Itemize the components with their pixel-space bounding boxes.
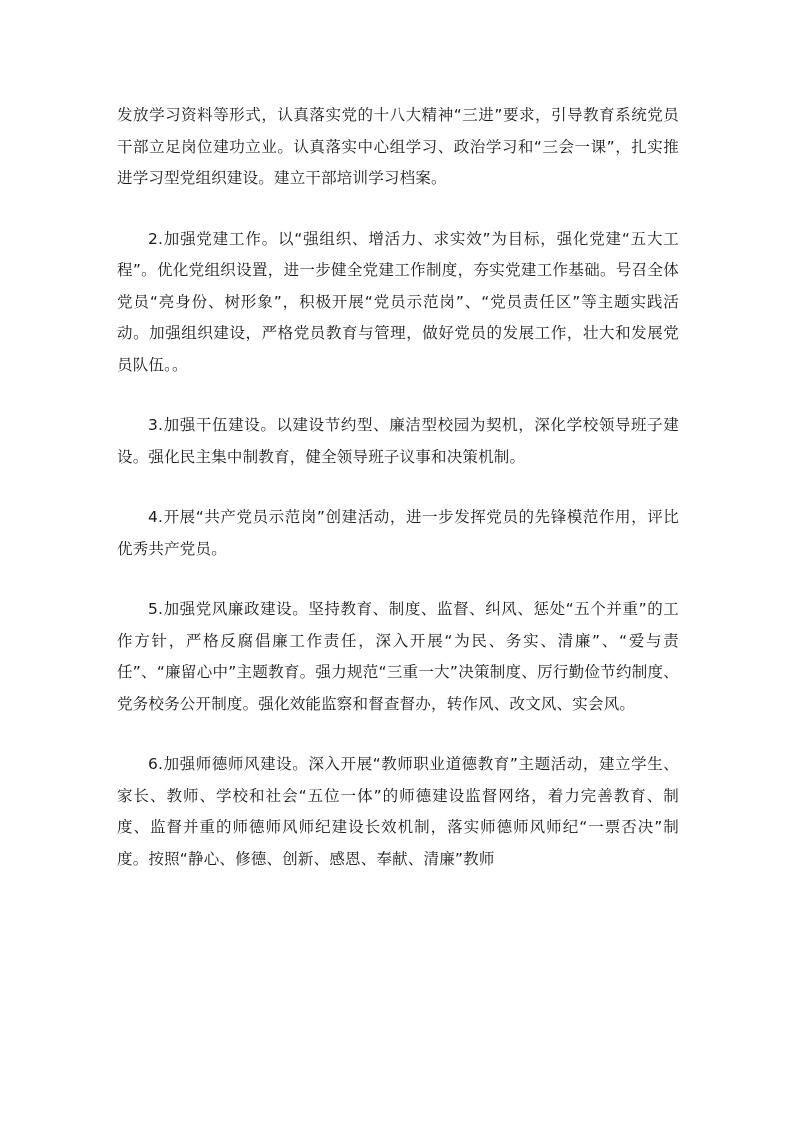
paragraph-model-post: 4.开展“共产党员示范岗”创建活动，进一步发挥党员的先锋模范作用，评比优秀共产党员。: [117, 508, 679, 558]
paragraph-continuation: 发放学习资料等形式，认真落实党的十八大精神“三进”要求，引导教育系统党员干部立足岗位建功立业。认真落实中心组学习、政治学习和“三会一课”，扎实推进学习型党组织建设。建立干部培训学习档案。: [117, 106, 679, 187]
paragraph-teacher-ethics: 6.加强师德师风建设。深入开展“教师职业道德教育”主题活动，建立学生、家长、教师、学校和社会“五位一体”的师德建设监督网络，着力完善教育、制度、监督并重的师德师风师纪建设长效机制，落实师德师风师纪“一票否决”制度。按照“静心、修德、创新、感恩、奉献、清廉”教师: [117, 755, 679, 868]
paragraph-party-building: 2.加强党建工作。以“强组织、增活力、求实效”为目标，强化党建“五大工程”。优化党组织设置，进一步健全党建工作制度，夯实党建工作基础。号召全体党员“亮身份、树形象”，积极开展“党员示范岗”、“党员责任区”等主题实践活动。加强组织建设，严格党员教育与管理，做好党员的发展工作，壮大和发展党员队伍。。: [117, 229, 679, 374]
paragraph-integrity: 5.加强党风廉政建设。坚持教育、制度、监督、纠风、惩处“五个并重”的工作方针，严格反腐倡廉工作责任，深入开展“为民、务实、清廉”、“爱与责任”、“廉留心中”主题教育。强力规范“三重一大”决策制度、厉行勤俭节约制度、党务校务公开制度。强化效能监察和督查督办，转作风、改文风、实会风。: [117, 600, 679, 713]
document-body: [117, 100, 679, 904]
paragraph-cadre-building: 3.加强干伍建设。以建设节约型、廉洁型校园为契机，深化学校领导班子建设。强化民主集中制教育，健全领导班子议事和决策机制。: [117, 416, 679, 466]
